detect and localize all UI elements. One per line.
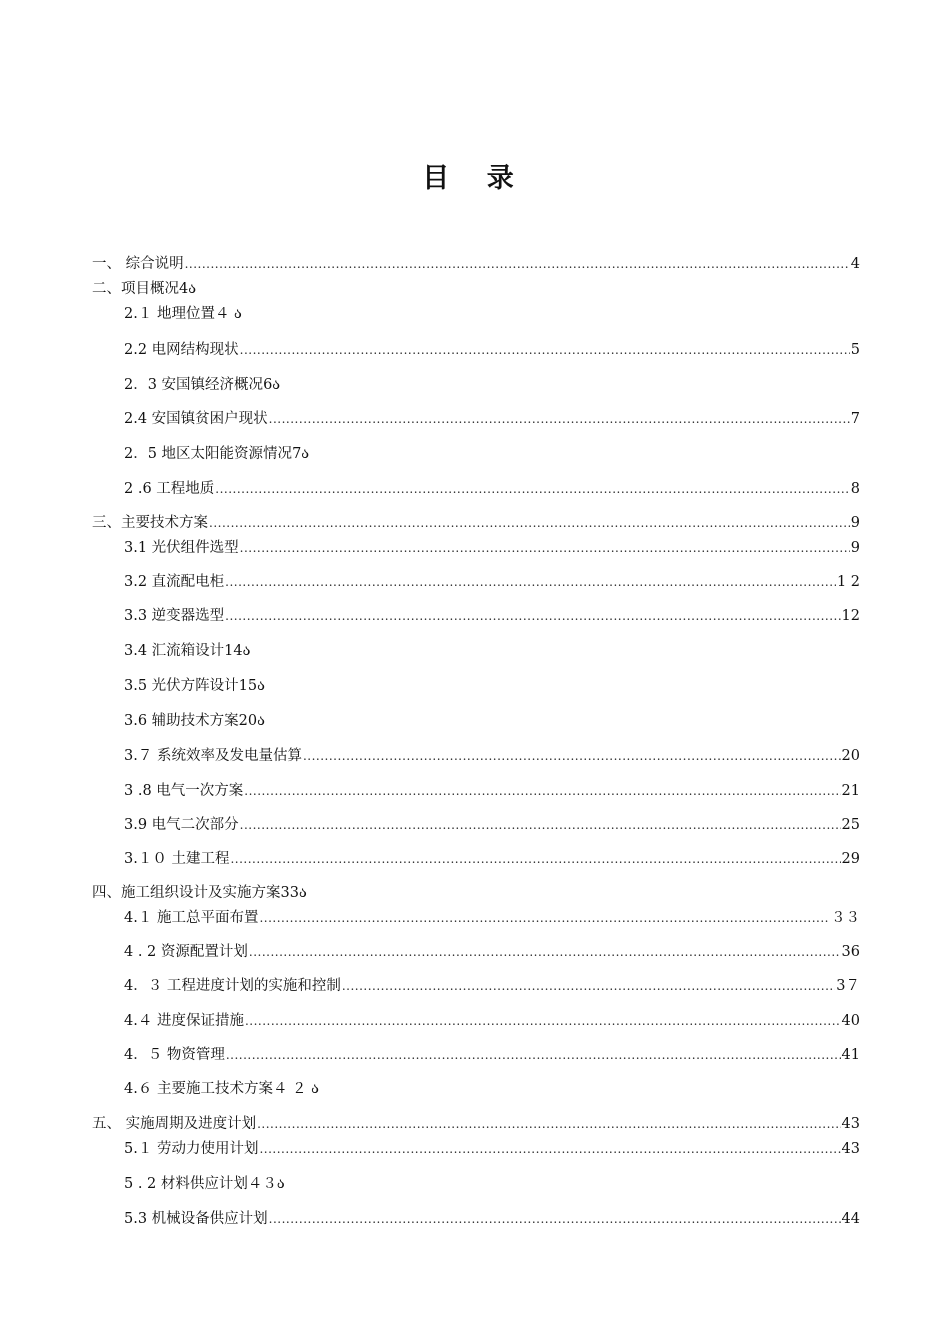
toc-entry bbox=[124, 338, 860, 360]
toc-entry bbox=[92, 881, 860, 903]
toc-entry-label: 5.１ 劳动力使用计划 bbox=[124, 1141, 259, 1157]
toc-entry bbox=[124, 536, 860, 558]
toc-dot-leader bbox=[240, 818, 841, 832]
toc-entry bbox=[124, 906, 860, 928]
toc-entry bbox=[124, 1009, 860, 1031]
toc-entry bbox=[92, 1112, 860, 1134]
toc-dot-leader bbox=[249, 945, 841, 959]
toc-entry-page: 43 bbox=[841, 1116, 860, 1132]
toc-entry bbox=[124, 847, 860, 869]
toc-entry bbox=[124, 779, 860, 801]
toc-entry-label: 4.１ 施工总平面布置 bbox=[124, 910, 259, 926]
toc-dot-leader bbox=[226, 1048, 841, 1062]
toc-entry bbox=[124, 373, 860, 395]
toc-entry-label: 3.9 电气二次部分 bbox=[124, 817, 239, 833]
toc-entry-label: 3.７ 系统效率及发电量估算 bbox=[124, 748, 302, 764]
document-title: 目 录 bbox=[422, 163, 528, 194]
toc-entry-label: 2.１ 地理位置 bbox=[124, 306, 215, 322]
toc-entry bbox=[124, 674, 860, 696]
toc-entry-page: 20ა bbox=[238, 713, 265, 729]
toc-dot-leader bbox=[342, 979, 835, 993]
toc-entry bbox=[124, 709, 860, 731]
toc-entry-page: 33ა bbox=[280, 885, 307, 901]
toc-entry-page: 5 bbox=[850, 342, 860, 358]
toc-entry bbox=[124, 1077, 860, 1099]
toc-entry bbox=[124, 974, 860, 996]
toc-entry-page: 12 bbox=[841, 608, 860, 624]
toc-dot-leader bbox=[185, 257, 850, 271]
toc-dot-leader bbox=[209, 516, 850, 530]
toc-entry-label: 4．５ 物资管理 bbox=[124, 1047, 225, 1063]
toc-entry-label: 三、主要技术方案 bbox=[92, 515, 208, 531]
toc-entry bbox=[124, 1172, 860, 1194]
toc-entry-page: 43 bbox=[841, 1141, 860, 1157]
toc-entry-page: 4ა bbox=[179, 281, 197, 297]
toc-dot-leader bbox=[245, 1014, 841, 1028]
toc-entry-label: 一、 综合说明 bbox=[92, 256, 184, 272]
toc-entry-page: 44 bbox=[841, 1211, 860, 1227]
toc-entry bbox=[92, 277, 860, 299]
toc-entry-page: 14ა bbox=[224, 643, 251, 659]
toc-dot-leader bbox=[240, 541, 850, 555]
toc-entry-label: 2 .6 工程地质 bbox=[124, 481, 215, 497]
toc-entry-page: 25 bbox=[841, 817, 860, 833]
toc-dot-leader bbox=[303, 749, 841, 763]
toc-entry-page: ４ ２ ა bbox=[272, 1081, 320, 1097]
toc-entry bbox=[124, 570, 860, 592]
toc-entry bbox=[124, 744, 860, 766]
toc-entry-page: 29 bbox=[841, 851, 860, 867]
toc-entry-page: 36 bbox=[841, 944, 860, 960]
toc-entry-page: 6ა bbox=[263, 377, 281, 393]
toc-entry-label: 5 . 2 材料供应计划 bbox=[124, 1176, 248, 1192]
toc-dot-leader bbox=[269, 412, 850, 426]
toc-entry bbox=[124, 1043, 860, 1065]
toc-dot-leader bbox=[244, 784, 840, 798]
toc-entry-label: 四、施工组织设计及实施方案 bbox=[92, 885, 281, 901]
toc-entry-page: 21 bbox=[841, 783, 860, 799]
toc-dot-leader bbox=[259, 1142, 840, 1156]
toc-entry-label: 2．5 地区太阳能资源情况 bbox=[124, 446, 293, 462]
toc-entry bbox=[92, 252, 860, 274]
toc-dot-leader bbox=[225, 575, 836, 589]
toc-entry bbox=[124, 1207, 860, 1229]
toc-entry-label: 二、项目概况 bbox=[92, 281, 179, 297]
toc-entry-label: 2.2 电网结构现状 bbox=[124, 342, 239, 358]
toc-entry bbox=[92, 511, 860, 533]
toc-entry-page: 4 bbox=[850, 256, 860, 272]
toc-dot-leader bbox=[240, 343, 850, 357]
toc-entry-page: 20 bbox=[841, 748, 860, 764]
toc-entry-page: 40 bbox=[841, 1013, 860, 1029]
toc-entry-label: 4 . 2 资源配置计划 bbox=[124, 944, 248, 960]
toc-entry-label: 3.4 汇流箱设计 bbox=[124, 643, 225, 659]
toc-entry bbox=[124, 639, 860, 661]
toc-entry-page: 3７ bbox=[836, 978, 860, 994]
toc-entry-page: 8 bbox=[850, 481, 860, 497]
toc-entry bbox=[124, 477, 860, 499]
toc-entry-page: 15ა bbox=[238, 678, 265, 694]
toc-entry-page: 1 2 bbox=[836, 574, 860, 590]
toc-entry-label: 4.６ 主要施工技术方案 bbox=[124, 1081, 273, 1097]
toc-dot-leader bbox=[269, 1212, 841, 1226]
toc-dot-leader bbox=[215, 482, 849, 496]
toc-entry bbox=[124, 813, 860, 835]
toc-entry-page: 41 bbox=[841, 1047, 860, 1063]
toc-entry-page: ４３ა bbox=[247, 1176, 285, 1192]
toc-entry-page: 9 bbox=[850, 540, 860, 556]
toc-entry-label: 3.6 辅助技术方案 bbox=[124, 713, 239, 729]
toc-dot-leader bbox=[259, 911, 830, 925]
toc-entry-label: 3.１０ 土建工程 bbox=[124, 851, 230, 867]
toc-entry bbox=[124, 407, 860, 429]
toc-entry-page: 7ა bbox=[292, 446, 310, 462]
toc-entry-label: 3.2 直流配电柜 bbox=[124, 574, 225, 590]
toc-entry bbox=[124, 1137, 860, 1159]
toc-entry-label: 4.４ 进度保证措施 bbox=[124, 1013, 244, 1029]
toc-entry-label: 2.4 安国镇贫困户现状 bbox=[124, 411, 268, 427]
toc-dot-leader bbox=[230, 852, 840, 866]
toc-entry bbox=[124, 604, 860, 626]
toc-entry-label: 5.3 机械设备供应计划 bbox=[124, 1211, 268, 1227]
toc-entry bbox=[124, 302, 860, 324]
toc-entry bbox=[124, 940, 860, 962]
toc-entry-page: 7 bbox=[850, 411, 860, 427]
toc-entry-label: 3.1 光伏组件选型 bbox=[124, 540, 239, 556]
toc-entry-label: 3.5 光伏方阵设计 bbox=[124, 678, 239, 694]
toc-entry-page: ３３ bbox=[831, 910, 860, 926]
toc-entry-label: 3 .8 电气一次方案 bbox=[124, 783, 244, 799]
toc-entry-label: 五、 实施周期及进度计划 bbox=[92, 1116, 257, 1132]
toc-dot-leader bbox=[257, 1117, 840, 1131]
toc-entry-label: 3.3 逆变器选型 bbox=[124, 608, 225, 624]
toc-entry-label: 2．3 安国镇经济概况 bbox=[124, 377, 264, 393]
toc-dot-leader bbox=[225, 609, 840, 623]
toc-entry bbox=[124, 442, 860, 464]
toc-entry-label: 4．３ 工程进度计划的实施和控制 bbox=[124, 978, 341, 994]
toc-entry-page: ４ ა bbox=[214, 306, 242, 322]
toc-entry-page: 9 bbox=[850, 515, 860, 531]
